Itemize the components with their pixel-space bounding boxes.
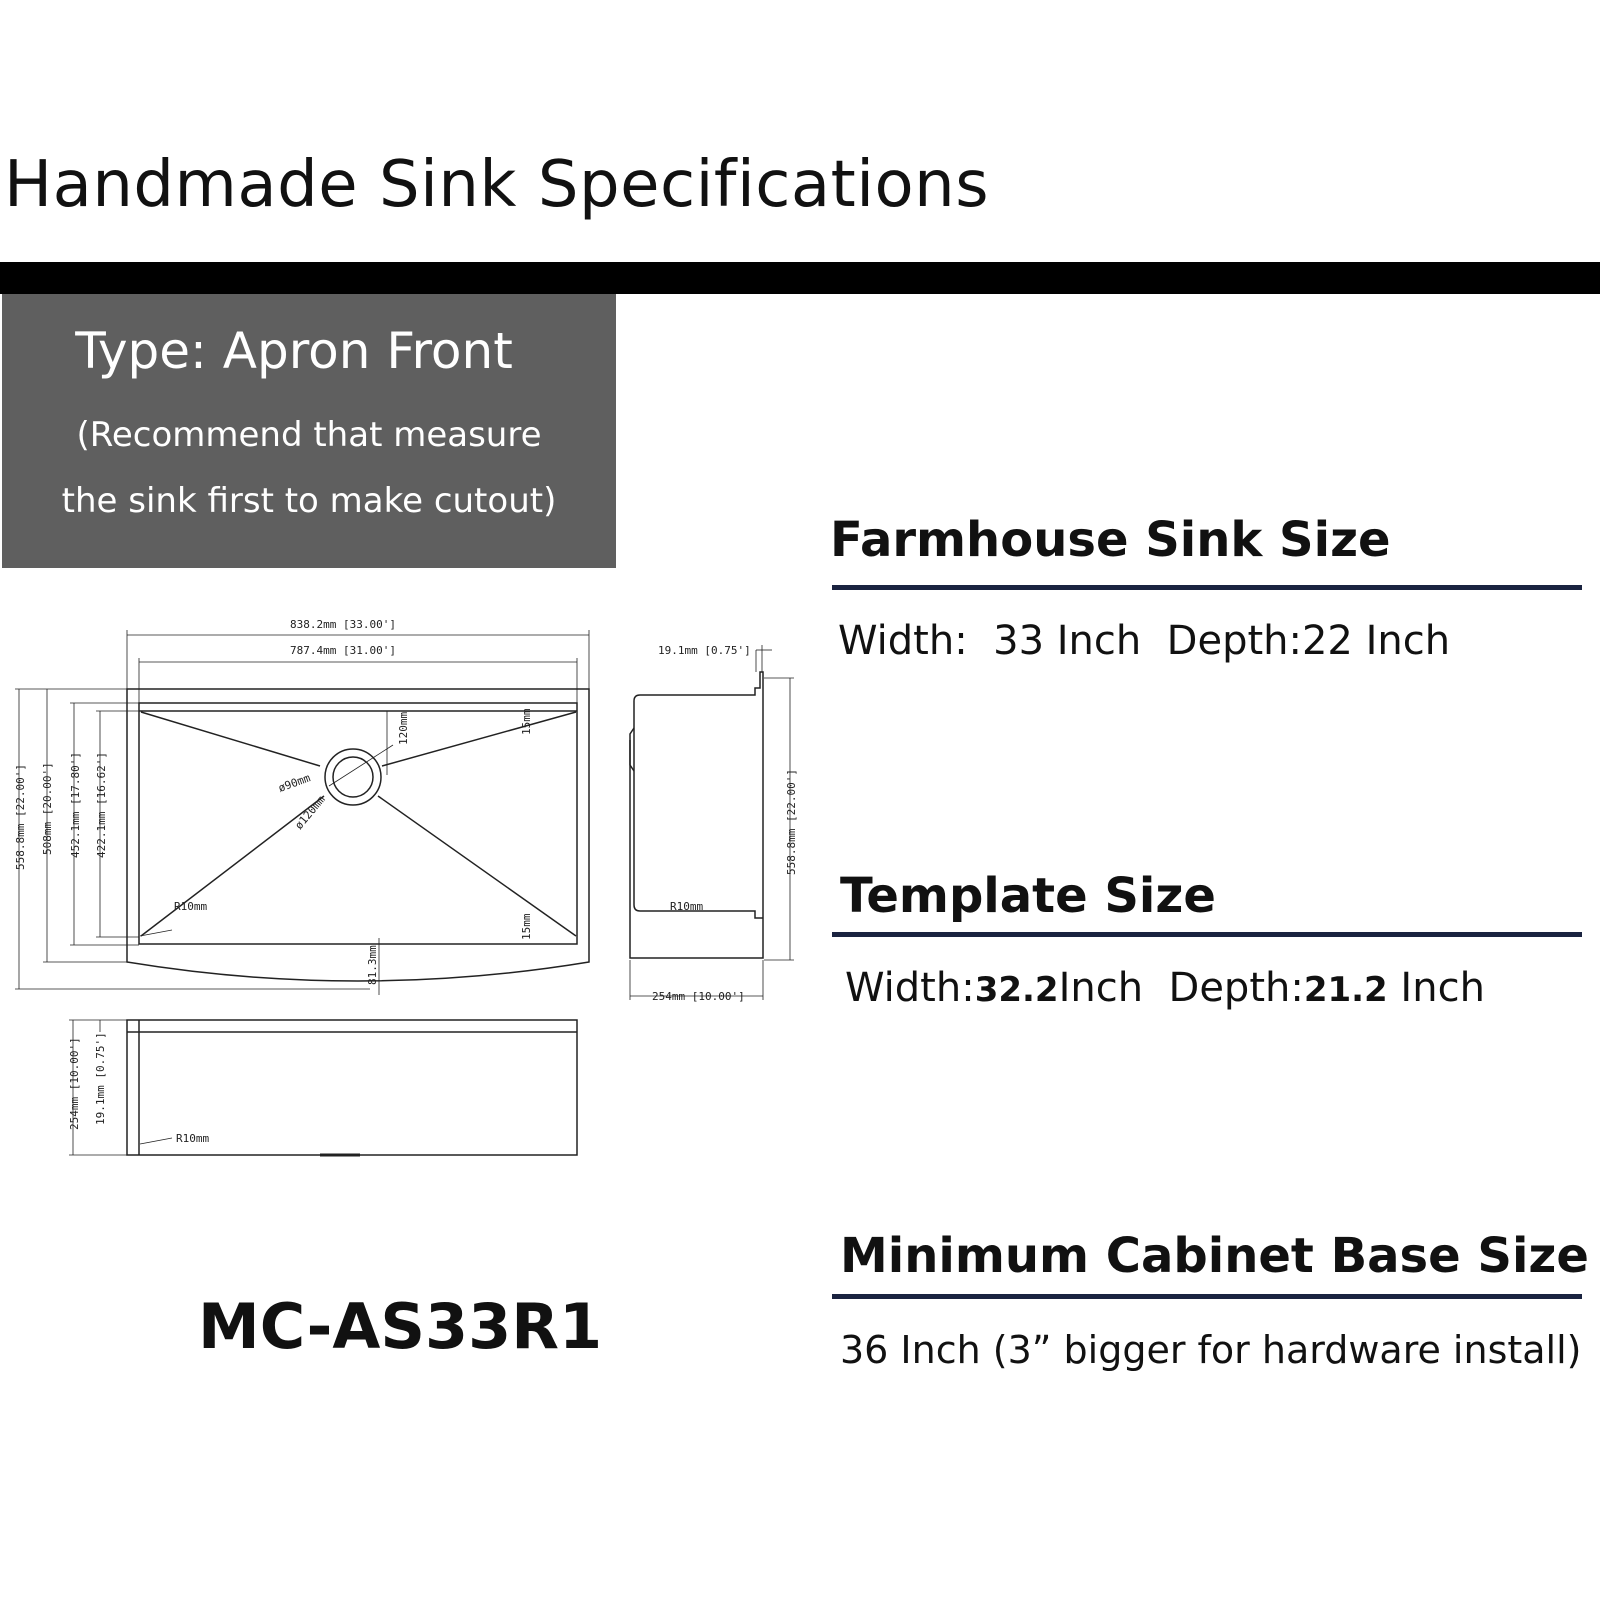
template-width-unit: Inch [1058,965,1144,1011]
farmhouse-rule [832,585,1582,590]
side-view [630,645,794,1000]
dim-radius: R10mm [174,900,208,913]
sink-type: Type: Apron Front [75,322,513,380]
dim-front-flange: 19.1mm [0.75'] [94,1032,107,1125]
cabinet-rule [832,1294,1582,1299]
page-title: Handmade Sink Specifications [4,148,990,222]
front-view [69,1020,577,1155]
dim-apron: 81.3mm [366,945,379,985]
dim-height-422: 422.1mm [16.62'] [95,752,108,858]
farmhouse-width: Width: 33 Inch [838,618,1142,664]
model-number: MC-AS33R1 [198,1290,603,1363]
dim-slope-bottom: 15mm [520,913,533,940]
dim-inner-width: 787.4mm [31.00'] [290,644,396,657]
type-note-line1: (Recommend that measure [76,415,542,455]
sink-type-box [2,294,616,568]
dim-front-depth: 254mm [10.00'] [68,1037,81,1130]
dim-height-558: 558.8mm [22.00'] [14,764,27,870]
type-note [2,402,616,534]
dim-drain-offset: 120mm [397,711,410,745]
template-width-value: 32.2 [974,970,1059,1010]
dim-side-flange: 19.1mm [0.75'] [658,644,751,657]
dim-height-452: 452.1mm [17.80'] [69,752,82,858]
dim-slope-top: 15mm [520,708,533,735]
dim-side-height: 558.8mm [22.00'] [785,769,798,875]
template-depth-unit: Inch [1387,965,1485,1011]
dim-height-508: 508mm [20.00'] [41,762,54,855]
dim-side-depth: 254mm [10.00'] [652,990,745,1003]
dim-drain-90: ø90mm [276,771,313,795]
template-values [845,965,1485,1011]
template-heading: Template Size [840,868,1216,924]
farmhouse-values [838,618,1450,664]
template-depth-label: Depth: [1168,965,1304,1011]
cabinet-value: 36 Inch (3” bigger for hardware install) [840,1328,1582,1372]
dim-front-radius: R10mm [176,1132,210,1145]
dim-side-radius: R10mm [670,900,704,913]
header-divider-bar [0,262,1600,294]
dim-outer-width: 838.2mm [33.00'] [290,618,396,631]
farmhouse-heading: Farmhouse Sink Size [830,512,1391,568]
dim-drain-120: ø120mm [292,793,328,832]
technical-drawing [0,600,820,1200]
cabinet-heading: Minimum Cabinet Base Size [840,1228,1589,1284]
type-note-line2: the sink first to make cutout) [61,481,557,521]
template-depth-value: 21.2 [1303,970,1388,1010]
template-rule [832,932,1582,937]
template-width-label: Width: [845,965,975,1011]
farmhouse-depth: Depth:22 Inch [1166,618,1451,664]
